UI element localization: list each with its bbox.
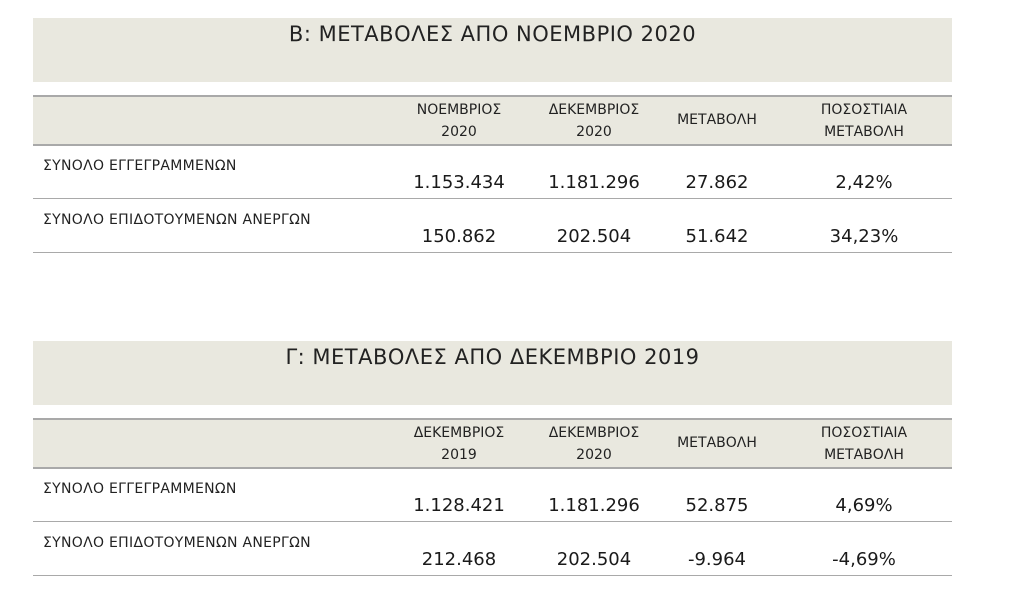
value-col1: 1.128.421	[413, 495, 505, 516]
table-row	[33, 200, 952, 253]
value-pct: -4,69%	[832, 549, 896, 570]
value-pct: 4,69%	[835, 495, 893, 516]
value-change: 52.875	[685, 495, 749, 516]
section-b-title: Β: ΜΕΤΑΒΟΛΕΣ ΑΠΟ ΝΟΕΜΒΡΙΟ 2020	[288, 22, 697, 46]
value-col2: 202.504	[556, 226, 632, 247]
section-b-header-col1: ΝΟΕΜΒΡΙΟΣ 2020	[416, 102, 502, 140]
value-change: -9.964	[687, 549, 747, 570]
row-label: ΣΥΝΟΛΟ ΕΓΓΕΓΡΑΜΜΕΝΩΝ	[43, 158, 237, 174]
value-col1: 212.468	[421, 549, 497, 570]
value-col2: 1.181.296	[548, 172, 640, 193]
table-row	[33, 146, 952, 199]
section-g-header-col4: ΠΟΣΟΣΤΙΑΙΑ ΜΕΤΑΒΟΛΗ	[820, 425, 908, 463]
section-b-title-band	[33, 18, 952, 82]
table-row	[33, 523, 952, 576]
section-b-header-col3: ΜΕΤΑΒΟΛΗ	[677, 112, 757, 128]
row-label: ΣΥΝΟΛΟ ΕΓΓΕΓΡΑΜΜΕΝΩΝ	[43, 481, 237, 497]
value-pct: 2,42%	[835, 172, 893, 193]
value-change: 51.642	[685, 226, 749, 247]
row-label: ΣΥΝΟΛΟ ΕΠΙΔΟΤΟΥΜΕΝΩΝ ΑΝΕΡΓΩΝ	[43, 212, 311, 228]
section-g-title-band	[33, 341, 952, 405]
section-b-header-col2: ΔΕΚΕΜΒΡΙΟΣ 2020	[548, 102, 640, 140]
section-g-header-col3: ΜΕΤΑΒΟΛΗ	[677, 435, 757, 451]
value-col1: 150.862	[421, 226, 497, 247]
value-change: 27.862	[685, 172, 749, 193]
value-pct: 34,23%	[829, 226, 899, 247]
value-col2: 1.181.296	[548, 495, 640, 516]
table-row	[33, 469, 952, 522]
section-b-header-col4: ΠΟΣΟΣΤΙΑΙΑ ΜΕΤΑΒΟΛΗ	[820, 102, 908, 140]
section-g-title: Γ: ΜΕΤΑΒΟΛΕΣ ΑΠΟ ΔΕΚΕΜΒΡΙΟ 2019	[285, 345, 700, 369]
section-g-header-col2: ΔΕΚΕΜΒΡΙΟΣ 2020	[548, 425, 640, 463]
value-col1: 1.153.434	[413, 172, 505, 193]
section-b-header-row	[33, 95, 952, 146]
section-g-header-col1: ΔΕΚΕΜΒΡΙΟΣ 2019	[413, 425, 505, 463]
row-label: ΣΥΝΟΛΟ ΕΠΙΔΟΤΟΥΜΕΝΩΝ ΑΝΕΡΓΩΝ	[43, 535, 311, 551]
value-col2: 202.504	[556, 549, 632, 570]
section-g-header-row	[33, 418, 952, 469]
